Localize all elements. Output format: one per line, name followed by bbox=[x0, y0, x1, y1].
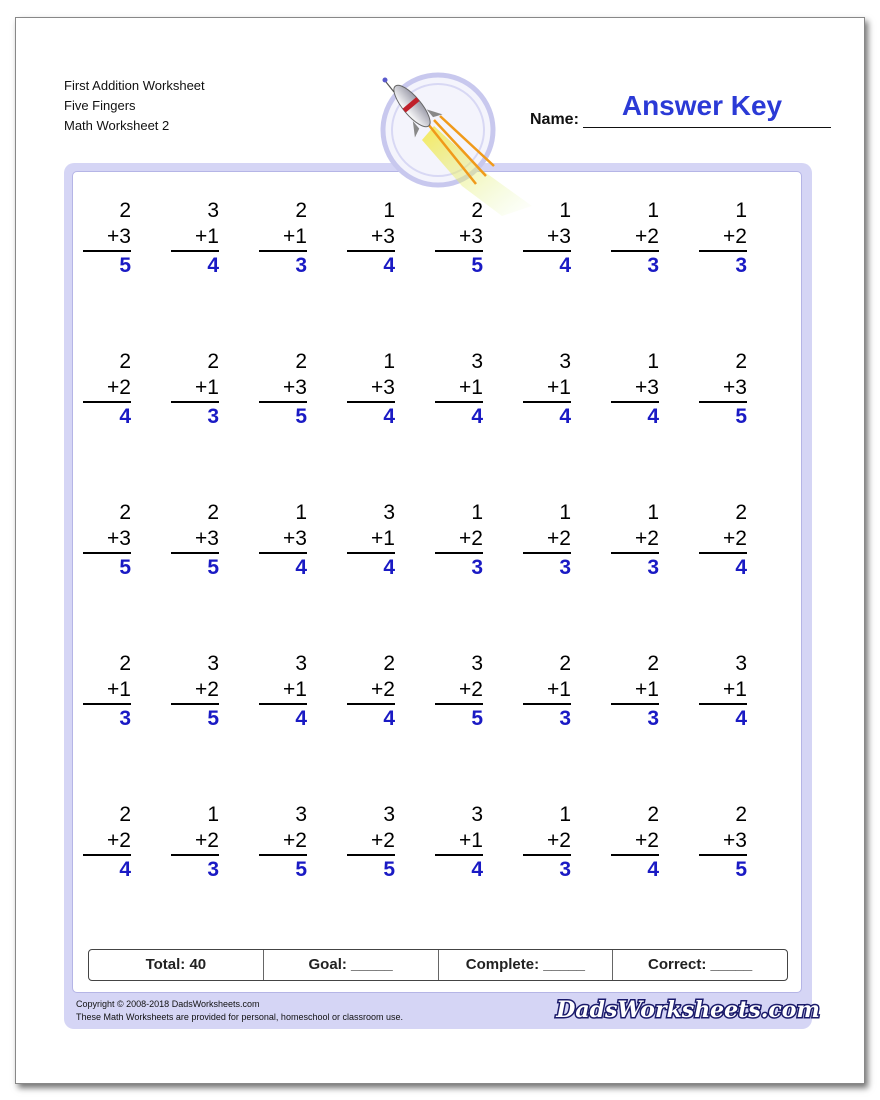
addition-problem bbox=[447, 802, 483, 881]
addend-top: 3 bbox=[207, 652, 219, 675]
answer-value: 4 bbox=[383, 556, 395, 579]
answer-value: 4 bbox=[735, 556, 747, 579]
addend-top: 3 bbox=[295, 803, 307, 826]
sum-rule bbox=[611, 250, 659, 252]
addend-bottom: +3 bbox=[283, 527, 307, 550]
addend-bottom: +3 bbox=[547, 225, 571, 248]
sum-rule bbox=[171, 250, 219, 252]
addend-bottom: +3 bbox=[283, 376, 307, 399]
addition-problem bbox=[95, 802, 131, 881]
sum-rule bbox=[699, 703, 747, 705]
addend-top: 2 bbox=[207, 501, 219, 524]
answer-value: 3 bbox=[471, 556, 483, 579]
addition-problem bbox=[711, 802, 747, 881]
addition-problem bbox=[95, 500, 131, 579]
sum-rule bbox=[83, 552, 131, 554]
answer-value: 4 bbox=[647, 858, 659, 881]
addend-top: 2 bbox=[295, 350, 307, 373]
sum-rule bbox=[171, 401, 219, 403]
sum-rule bbox=[83, 250, 131, 252]
addition-problem bbox=[95, 651, 131, 730]
addend-bottom: +3 bbox=[107, 225, 131, 248]
addend-top: 3 bbox=[735, 652, 747, 675]
sum-rule bbox=[699, 250, 747, 252]
addend-top: 1 bbox=[383, 350, 395, 373]
addend-top: 2 bbox=[119, 350, 131, 373]
addend-bottom: +2 bbox=[107, 376, 131, 399]
addend-top: 2 bbox=[207, 350, 219, 373]
sum-rule bbox=[523, 854, 571, 856]
addition-problem bbox=[623, 198, 659, 277]
addend-top: 2 bbox=[295, 199, 307, 222]
addend-top: 2 bbox=[383, 652, 395, 675]
addend-bottom: +1 bbox=[723, 678, 747, 701]
sum-rule bbox=[83, 401, 131, 403]
addition-problem bbox=[447, 500, 483, 579]
dadsworksheets-logo bbox=[556, 993, 820, 1025]
addend-bottom: +2 bbox=[459, 678, 483, 701]
addend-top: 1 bbox=[559, 803, 571, 826]
addend-bottom: +1 bbox=[547, 376, 571, 399]
sum-rule bbox=[435, 401, 483, 403]
answer-value: 4 bbox=[119, 405, 131, 428]
answer-value: 4 bbox=[471, 858, 483, 881]
addend-bottom: +2 bbox=[371, 678, 395, 701]
addend-bottom: +2 bbox=[459, 527, 483, 550]
sum-rule bbox=[259, 854, 307, 856]
addend-bottom: +2 bbox=[371, 829, 395, 852]
addition-problem bbox=[711, 349, 747, 428]
addend-bottom: +1 bbox=[107, 678, 131, 701]
addition-problem bbox=[183, 500, 219, 579]
addition-problem bbox=[271, 802, 307, 881]
addition-problem bbox=[359, 349, 395, 428]
addend-top: 2 bbox=[119, 803, 131, 826]
sum-rule bbox=[347, 250, 395, 252]
sum-rule bbox=[523, 703, 571, 705]
worksheet-number: Math Worksheet 2 bbox=[64, 118, 170, 133]
addend-top: 2 bbox=[735, 350, 747, 373]
addition-problem bbox=[95, 349, 131, 428]
addition-problem bbox=[535, 500, 571, 579]
logo-text: DadsWorksheets.com bbox=[556, 997, 820, 1023]
addition-problem bbox=[271, 349, 307, 428]
addition-problem bbox=[359, 500, 395, 579]
sum-rule bbox=[611, 552, 659, 554]
answer-value: 5 bbox=[471, 254, 483, 277]
answer-value: 3 bbox=[559, 556, 571, 579]
answer-value: 4 bbox=[735, 707, 747, 730]
addend-bottom: +2 bbox=[547, 829, 571, 852]
addend-bottom: +2 bbox=[723, 527, 747, 550]
sum-rule bbox=[523, 401, 571, 403]
addition-problem bbox=[623, 349, 659, 428]
addend-bottom: +2 bbox=[195, 829, 219, 852]
addend-bottom: +3 bbox=[371, 225, 395, 248]
addend-bottom: +3 bbox=[195, 527, 219, 550]
addend-top: 1 bbox=[207, 803, 219, 826]
addition-problem bbox=[535, 349, 571, 428]
addend-top: 3 bbox=[471, 350, 483, 373]
sum-rule bbox=[259, 401, 307, 403]
addition-problem bbox=[359, 802, 395, 881]
sum-rule bbox=[435, 552, 483, 554]
sum-rule bbox=[83, 854, 131, 856]
addend-top: 3 bbox=[383, 501, 395, 524]
sum-rule bbox=[699, 401, 747, 403]
correct-field: Correct: _____ bbox=[612, 950, 787, 980]
addend-bottom: +1 bbox=[547, 678, 571, 701]
addition-problem bbox=[447, 651, 483, 730]
addend-top: 3 bbox=[559, 350, 571, 373]
addend-bottom: +3 bbox=[107, 527, 131, 550]
addition-problem bbox=[271, 651, 307, 730]
sum-rule bbox=[699, 854, 747, 856]
addend-bottom: +1 bbox=[283, 225, 307, 248]
addend-bottom: +3 bbox=[723, 829, 747, 852]
answer-value: 5 bbox=[119, 254, 131, 277]
sum-rule bbox=[523, 552, 571, 554]
answer-value: 3 bbox=[559, 707, 571, 730]
sum-rule bbox=[611, 401, 659, 403]
addend-top: 1 bbox=[647, 350, 659, 373]
addend-top: 1 bbox=[559, 199, 571, 222]
answer-value: 3 bbox=[647, 707, 659, 730]
addend-top: 1 bbox=[735, 199, 747, 222]
addition-problem bbox=[623, 500, 659, 579]
answer-value: 5 bbox=[383, 858, 395, 881]
addend-bottom: +1 bbox=[283, 678, 307, 701]
addend-bottom: +2 bbox=[107, 829, 131, 852]
addend-top: 3 bbox=[383, 803, 395, 826]
answer-value: 4 bbox=[383, 405, 395, 428]
answer-value: 4 bbox=[295, 707, 307, 730]
sum-rule bbox=[171, 703, 219, 705]
worksheet-title: First Addition Worksheet bbox=[64, 78, 205, 93]
sum-rule bbox=[611, 703, 659, 705]
worksheet-subtitle: Five Fingers bbox=[64, 98, 136, 113]
usage-note: These Math Worksheets are provided for personal, homeschool or classroom use. bbox=[76, 1012, 403, 1022]
answer-value: 4 bbox=[647, 405, 659, 428]
sum-rule bbox=[259, 552, 307, 554]
addend-top: 1 bbox=[647, 501, 659, 524]
answer-value: 5 bbox=[295, 405, 307, 428]
name-label: Name: bbox=[530, 111, 579, 128]
addition-problem bbox=[711, 500, 747, 579]
answer-value: 5 bbox=[471, 707, 483, 730]
answer-value: 4 bbox=[559, 405, 571, 428]
answer-value: 5 bbox=[295, 858, 307, 881]
sum-rule bbox=[347, 552, 395, 554]
sum-rule bbox=[611, 854, 659, 856]
sum-rule bbox=[435, 703, 483, 705]
answer-value: 5 bbox=[119, 556, 131, 579]
addend-bottom: +1 bbox=[459, 376, 483, 399]
addition-problem bbox=[271, 500, 307, 579]
answer-value: 4 bbox=[383, 254, 395, 277]
answer-value: 3 bbox=[647, 556, 659, 579]
score-bar bbox=[88, 949, 788, 981]
addend-top: 2 bbox=[735, 803, 747, 826]
answer-value: 4 bbox=[471, 405, 483, 428]
sum-rule bbox=[83, 703, 131, 705]
answer-value: 5 bbox=[735, 858, 747, 881]
addend-top: 3 bbox=[295, 652, 307, 675]
addend-top: 2 bbox=[471, 199, 483, 222]
answer-value: 4 bbox=[559, 254, 571, 277]
answer-value: 4 bbox=[295, 556, 307, 579]
rocket-icon bbox=[372, 66, 542, 226]
problem-area bbox=[72, 171, 802, 993]
answer-value: 5 bbox=[207, 556, 219, 579]
sum-rule bbox=[171, 552, 219, 554]
addend-top: 2 bbox=[119, 501, 131, 524]
addend-top: 1 bbox=[647, 199, 659, 222]
sum-rule bbox=[259, 703, 307, 705]
answer-value: 5 bbox=[207, 707, 219, 730]
addend-bottom: +3 bbox=[723, 376, 747, 399]
addition-problem bbox=[711, 198, 747, 277]
answer-value: 4 bbox=[119, 858, 131, 881]
sum-rule bbox=[435, 854, 483, 856]
answer-value: 4 bbox=[383, 707, 395, 730]
addition-problem bbox=[359, 651, 395, 730]
addend-top: 3 bbox=[207, 199, 219, 222]
addition-problem bbox=[623, 651, 659, 730]
answer-value: 3 bbox=[119, 707, 131, 730]
addition-problem bbox=[183, 349, 219, 428]
addend-top: 2 bbox=[119, 199, 131, 222]
addend-top: 1 bbox=[383, 199, 395, 222]
addend-bottom: +2 bbox=[547, 527, 571, 550]
answer-value: 3 bbox=[735, 254, 747, 277]
addend-bottom: +2 bbox=[635, 829, 659, 852]
sum-rule bbox=[347, 854, 395, 856]
addend-top: 3 bbox=[471, 803, 483, 826]
addition-problem bbox=[95, 198, 131, 277]
addend-bottom: +2 bbox=[195, 678, 219, 701]
addend-top: 1 bbox=[559, 501, 571, 524]
answer-value: 3 bbox=[295, 254, 307, 277]
addend-top: 2 bbox=[559, 652, 571, 675]
addend-bottom: +3 bbox=[635, 376, 659, 399]
addition-problem bbox=[447, 349, 483, 428]
sum-rule bbox=[171, 854, 219, 856]
addition-problem bbox=[183, 651, 219, 730]
goal-field: Goal: _____ bbox=[263, 950, 438, 980]
copyright-text: Copyright © 2008-2018 DadsWorksheets.com bbox=[76, 999, 260, 1009]
addend-top: 1 bbox=[471, 501, 483, 524]
addition-problem bbox=[271, 198, 307, 277]
answer-value: 4 bbox=[207, 254, 219, 277]
copyright-block bbox=[76, 998, 403, 1024]
addend-top: 2 bbox=[119, 652, 131, 675]
answer-value: 5 bbox=[735, 405, 747, 428]
addend-bottom: +1 bbox=[371, 527, 395, 550]
addend-bottom: +3 bbox=[459, 225, 483, 248]
addition-problem bbox=[535, 802, 571, 881]
addition-problem bbox=[183, 802, 219, 881]
addition-problem bbox=[711, 651, 747, 730]
sum-rule bbox=[523, 250, 571, 252]
addend-bottom: +1 bbox=[635, 678, 659, 701]
answer-value: 3 bbox=[207, 858, 219, 881]
addend-bottom: +2 bbox=[635, 225, 659, 248]
addend-bottom: +1 bbox=[195, 376, 219, 399]
worksheet-title-block bbox=[64, 76, 205, 136]
sum-rule bbox=[347, 401, 395, 403]
sum-rule bbox=[347, 703, 395, 705]
sum-rule bbox=[699, 552, 747, 554]
answer-value: 3 bbox=[207, 405, 219, 428]
addend-bottom: +3 bbox=[371, 376, 395, 399]
addend-top: 2 bbox=[647, 652, 659, 675]
sum-rule bbox=[259, 250, 307, 252]
addend-top: 2 bbox=[647, 803, 659, 826]
addend-bottom: +2 bbox=[283, 829, 307, 852]
addend-top: 2 bbox=[735, 501, 747, 524]
addend-bottom: +1 bbox=[459, 829, 483, 852]
addend-bottom: +2 bbox=[723, 225, 747, 248]
addition-problem bbox=[623, 802, 659, 881]
answer-value: 3 bbox=[647, 254, 659, 277]
addend-top: 1 bbox=[295, 501, 307, 524]
addition-problem bbox=[535, 651, 571, 730]
sum-rule bbox=[435, 250, 483, 252]
addend-bottom: +2 bbox=[635, 527, 659, 550]
complete-field: Complete: _____ bbox=[438, 950, 613, 980]
addend-top: 3 bbox=[471, 652, 483, 675]
answer-key-title: Answer Key bbox=[621, 90, 783, 121]
addend-bottom: +1 bbox=[195, 225, 219, 248]
addition-problem bbox=[183, 198, 219, 277]
problem-frame bbox=[64, 163, 812, 1029]
total-count: Total: 40 bbox=[145, 956, 207, 973]
answer-value: 3 bbox=[559, 858, 571, 881]
name-line bbox=[583, 127, 831, 128]
